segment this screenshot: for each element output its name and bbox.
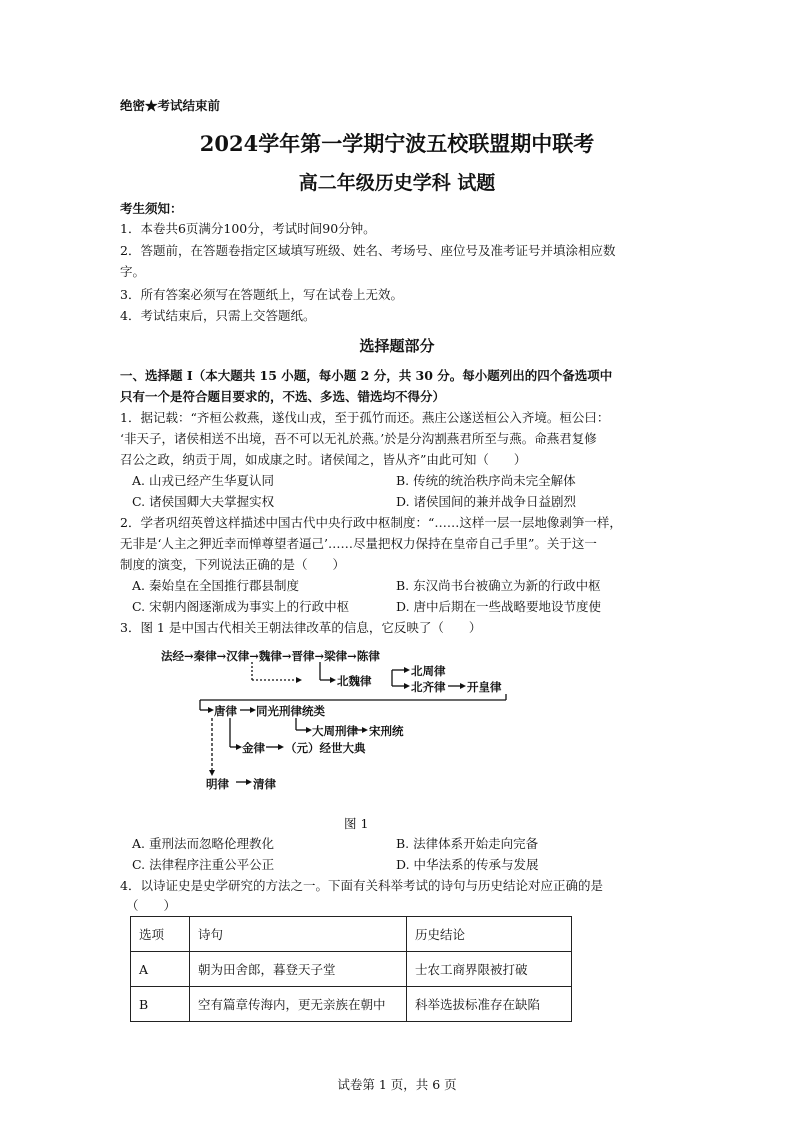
table-header-cell: 诗句 [190, 917, 407, 952]
q2-stem: 无非是‘人主之狎近幸而惮尊望者逼己’……尽量把权力保持在皇帝自己手里”。关于这一 [120, 536, 597, 551]
q3-option-b: B. 法律体系开始走向完备 [396, 836, 539, 851]
table-cell: 士农工商界限被打破 [407, 952, 572, 987]
exam-title: 2024学年第一学期宁波五校联盟期中联考 [199, 131, 595, 156]
law-qing: 清律 [253, 777, 276, 791]
q1-option-c: C. 诸侯国卿大夫掌握实权 [132, 494, 275, 509]
notice-item: 4．考试结束后，只需上交答题纸。 [120, 308, 316, 323]
q1-option-d: D. 诸侯国间的兼并战争日益剧烈 [396, 494, 577, 509]
law-ming: 明律 [206, 777, 229, 791]
table-cell: 朝为田舍郎，暮登天子堂 [190, 952, 407, 987]
law-beizhou: 北周律 [411, 664, 446, 678]
law-tang: 唐律 [214, 704, 237, 718]
figure-caption: 图 1 [344, 816, 369, 831]
q2-option-a: A. 秦始皇在全国推行郡县制度 [132, 578, 299, 593]
q2-option-d: D. 唐中后期在一些战略要地设节度使 [396, 599, 602, 614]
table-cell: 科举选拔标准存在缺陷 [407, 987, 572, 1022]
part-instructions: 只有一个是符合题目要求的，不选、多选、错选均不得分） [120, 389, 446, 404]
q3-stem: 3．图 1 是中国古代相关王朝法律改革的信息，它反映了（ ） [120, 620, 482, 635]
notice-item: 1．本卷共6页满分100分，考试时间90分钟。 [120, 221, 376, 236]
q4-stem: 4．以诗证史是史学研究的方法之一。下面有关科举考试的诗句与历史结论对应正确的是 [120, 878, 603, 893]
part-instructions: 一、选择题 I（本大题共 15 小题，每小题 2 分，共 30 分。每小题列出的四个备选项中 [120, 368, 613, 383]
law-tongguang: 同光刑律统类 [256, 704, 325, 718]
table-cell: A [131, 952, 190, 987]
table-row [131, 952, 572, 987]
notice-item: 字。 [120, 264, 146, 279]
law-beiqi: 北齐律 [411, 680, 446, 694]
q2-stem: 制度的演变，下列说法正确的是（ ） [120, 557, 346, 572]
q1-stem: 1．据记载：“齐桓公救燕，遂伐山戎，至于孤竹而还。燕庄公遂送桓公入齐境。桓公曰： [120, 410, 610, 425]
notice-heading: 考生须知： [120, 201, 183, 216]
q4-options-table [130, 916, 572, 1022]
law-songxingtong: 宋刑统 [369, 724, 404, 738]
q2-option-c: C. 宋朝内阁逐渐成为事实上的行政中枢 [132, 599, 350, 614]
table-header-cell: 历史结论 [407, 917, 572, 952]
law-kaihuang: 开皇律 [467, 680, 502, 694]
table-header-cell: 选项 [131, 917, 190, 952]
q4-answer-paren: （ ） [126, 898, 177, 913]
table-cell: B [131, 987, 190, 1022]
table-row [131, 987, 572, 1022]
page-footer: 试卷第 1 页，共 6 页 [337, 1077, 457, 1092]
table-header-row [131, 917, 572, 952]
table-cell: 空有篇章传海内，更无亲族在朝中 [190, 987, 407, 1022]
notice-item: 2．答题前，在答题卷指定区域填写班级、姓名、考场号、座位号及准考证号并填涂相应数 [120, 243, 616, 258]
q1-stem: 召公之政，纳贡于周，如成康之时。诸侯闻之，皆从齐”由此可知（ ） [120, 452, 527, 467]
exam-subtitle: 高二年级历史学科 试题 [298, 172, 496, 194]
q2-option-b: B. 东汉尚书台被确立为新的行政中枢 [396, 578, 601, 593]
law-chain-main: 法经→秦律→汉律→魏律→晋律→梁律→陈律 [161, 649, 380, 663]
q1-stem: ‘非天子，诸侯相送不出境，吾不可以无礼於燕。’於是分沟割燕君所至与燕。命燕君复修 [120, 431, 597, 446]
secret-mark: 绝密★考试结束前 [120, 98, 221, 113]
law-yuan: （元）经世大典 [285, 741, 366, 755]
law-beiwei: 北魏律 [337, 674, 372, 688]
q3-option-c: C. 法律程序注重公平公正 [132, 857, 275, 872]
notice-item: 3．所有答案必须写在答题纸上，写在试卷上无效。 [120, 287, 403, 302]
law-dazhou: 大周刑律 [312, 724, 358, 738]
q3-option-a: A. 重刑法而忽略伦理教化 [132, 836, 274, 851]
q2-stem: 2．学者巩绍英曾这样描述中国古代中央行政中枢制度：“……这样一层一层地像剥笋一样， [120, 515, 622, 530]
q3-option-d: D. 中华法系的传承与发展 [396, 857, 539, 872]
q1-option-a: A. 山戎已经产生华夏认同 [132, 473, 274, 488]
law-jin: 金律 [242, 741, 265, 755]
section-title: 选择题部分 [359, 337, 435, 355]
q1-option-b: B. 传统的统治秩序尚未完全解体 [396, 473, 576, 488]
